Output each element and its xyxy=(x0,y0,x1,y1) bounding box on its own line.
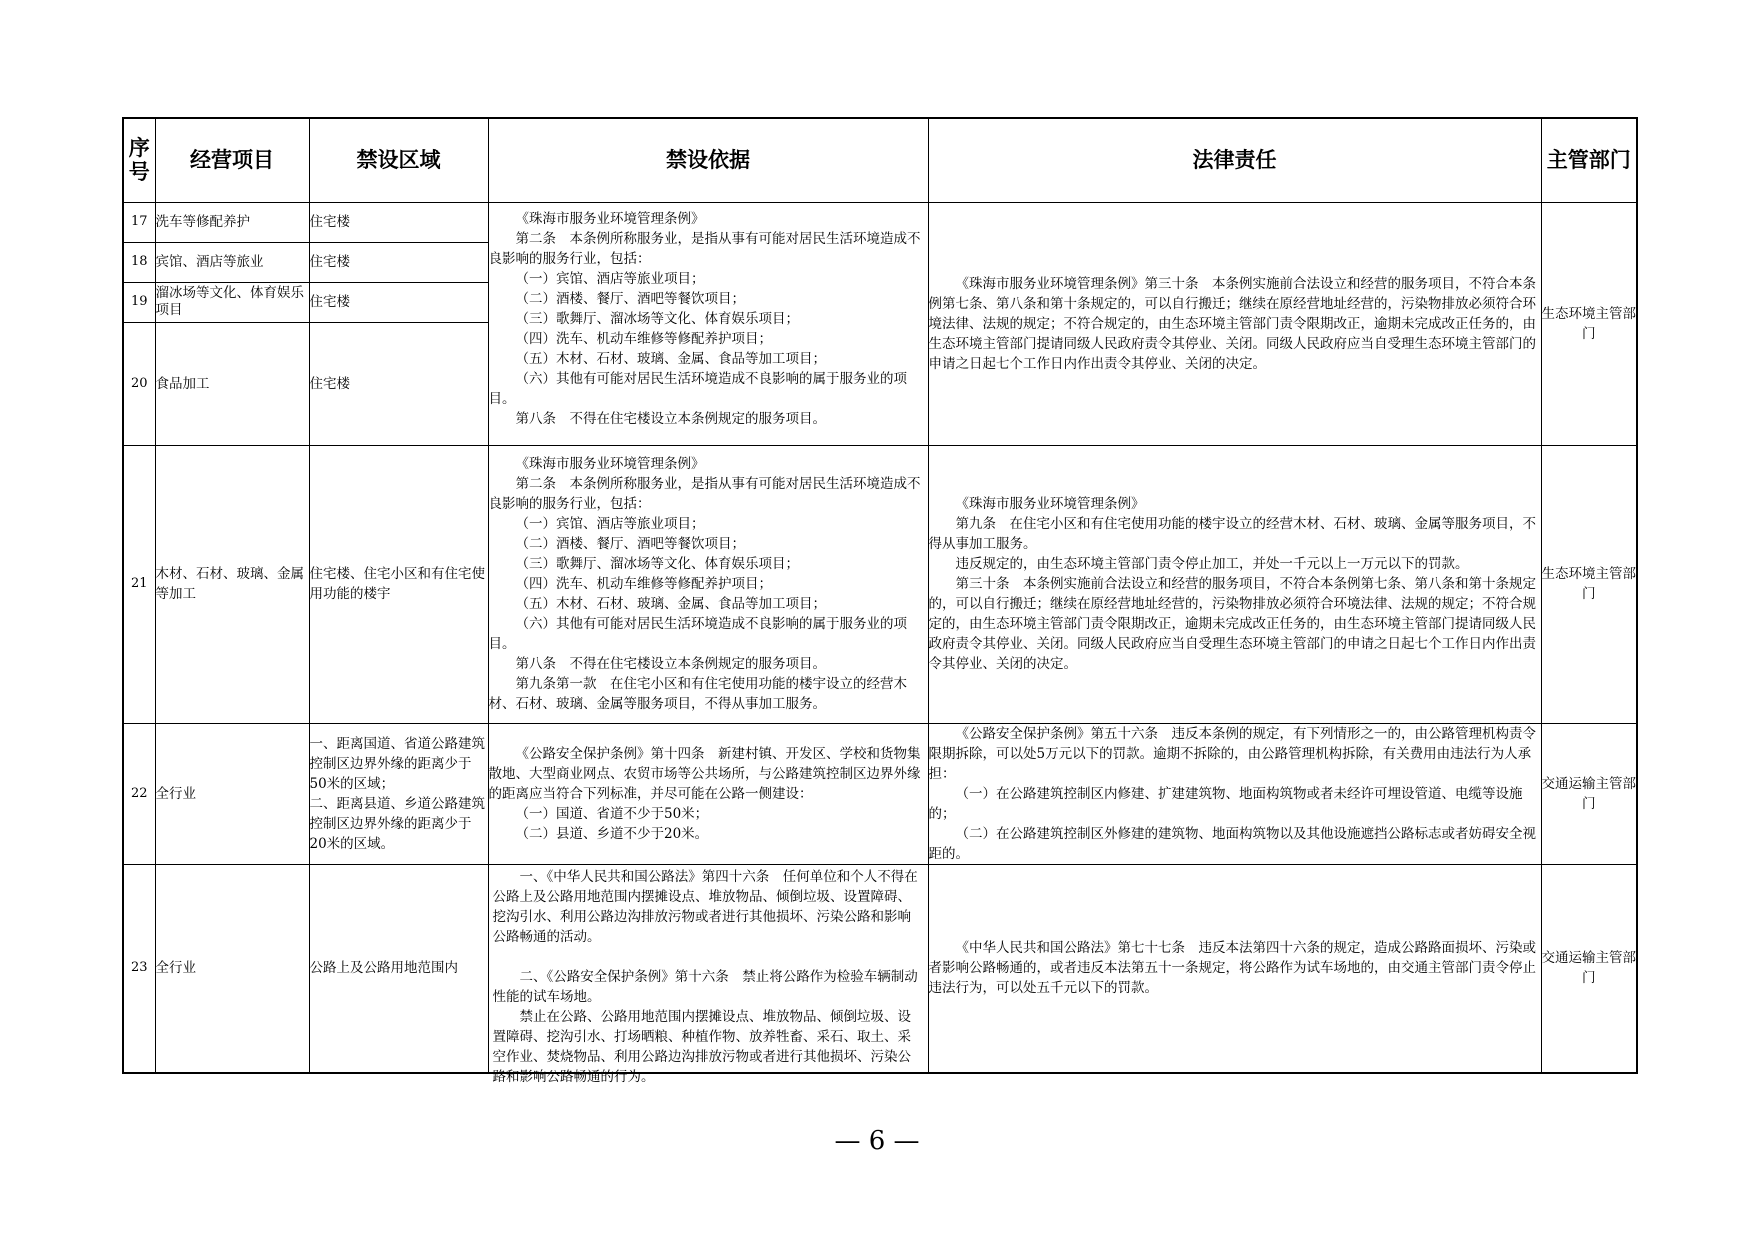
row-number: 20 xyxy=(123,322,155,445)
competent-department: 生态环境主管部门 xyxy=(1541,202,1637,445)
basis-paragraph: （一）国道、省道不少于50米； xyxy=(515,805,709,822)
prohibited-zone: 住宅楼 xyxy=(309,242,488,282)
basis-paragraph: 第八条 不得在住宅楼设立本条例规定的服务项目。 xyxy=(515,656,826,672)
liability-paragraph: 第九条 在住宅小区和有住宅使用功能的楼宇设立的经营木材、石材、玻璃、金属等服务项目，不得从事加工服务。 xyxy=(928,516,1536,552)
liability-paragraph: 《珠海市服务业环境管理条例》 xyxy=(955,496,1145,512)
basis-paragraph: 一、《中华人民共和国公路法》第四十六条 任何单位和个人不得在公路上及公路用地范围内摆摊设点、堆放物品、倾倒垃圾、设置障碍、挖沟引水、利用公路边沟排放污物或者进行其他损坏、污染公路和影响公路畅通的活动。 xyxy=(492,868,918,945)
business-item: 木材、石材、玻璃、金属等加工 xyxy=(155,445,309,723)
competent-department: 交通运输主管部门 xyxy=(1541,864,1637,1073)
basis-paragraph: 《公路安全保护条例》第十四条 新建村镇、开发区、学校和货物集散地、大型商业网点、农贸市场等公共场所，与公路建筑控制区边界外缘的距离应当符合下列标准，并尽可能在公路一侧建设： xyxy=(488,745,921,802)
row-number: 17 xyxy=(123,202,155,242)
prohibited-zone: 住宅楼 xyxy=(309,322,488,445)
row-number: 18 xyxy=(123,242,155,282)
basis-paragraph: 第八条 不得在住宅楼设立本条例规定的服务项目。 xyxy=(515,410,826,427)
header-seq: 序号 xyxy=(123,118,155,202)
prohibited-zone: 住宅楼 xyxy=(309,202,488,242)
header-item: 经营项目 xyxy=(155,118,309,202)
header-basis: 禁设依据 xyxy=(488,118,928,202)
header-zone: 禁设区域 xyxy=(309,118,488,202)
liability-paragraph: 第三十条 本条例实施前合法设立和经营的服务项目，不符合本条例第七条、第八条和第十条规定的，可以自行搬迁；继续在原经营地址经营的，污染物排放必须符合环境法律、法规的规定；不符合规定的，由生态环境主管部门责令限期改正，逾期未完成改正任务的，由生态环境主管部门提请同级人民政府责令其停业、关闭。同级人民政府应当自受理生态环境主管部门的申请之日起七个工作日内作出责令其停业、关闭的决定。 xyxy=(928,576,1536,672)
business-item: 全行业 xyxy=(155,864,309,1073)
prohibition-basis xyxy=(488,864,928,1085)
basis-spacer xyxy=(493,947,924,967)
table-row xyxy=(123,864,1637,1073)
basis-paragraph: 第二条 本条例所称服务业，是指从事有可能对居民生活环境造成不良影响的服务行业，包括： xyxy=(488,230,921,267)
liability-paragraph: 《中华人民共和国公路法》第七十七条 违反本法第四十六条的规定，造成公路路面损坏、污染或者影响公路畅通的，或者违反本法第五十一条规定，将公路作为试车场地的，由交通主管部门责令停止违法行为，可以处五千元以下的罚款。 xyxy=(928,940,1536,996)
table-row xyxy=(123,202,1637,242)
legal-liability xyxy=(928,445,1541,723)
prohibited-zone: 住宅楼、住宅小区和有住宅使用功能的楼宇 xyxy=(309,445,488,723)
basis-paragraph: （四）洗车、机动车维修等修配养护项目； xyxy=(515,330,772,347)
business-item: 宾馆、酒店等旅业 xyxy=(155,242,309,282)
header-liability: 法律责任 xyxy=(928,118,1541,202)
basis-paragraph: （二）酒楼、餐厅、酒吧等餐饮项目； xyxy=(515,536,745,552)
row-number: 22 xyxy=(123,723,155,864)
prohibited-zone: 一、距离国道、省道公路建筑控制区边界外缘的距离少于50米的区域； 二、距离县道、乡道公路建筑控制区边界外缘的距离少于20米的区域。 xyxy=(309,723,488,864)
business-item: 洗车等修配养护 xyxy=(155,202,309,242)
competent-department: 交通运输主管部门 xyxy=(1541,723,1637,864)
business-item: 食品加工 xyxy=(155,322,309,445)
header-row xyxy=(123,118,1637,202)
table-row xyxy=(123,723,1637,864)
liability-paragraph: （一）在公路建筑控制区内修建、扩建建筑物、地面构筑物或者未经许可埋设管道、电缆等设施的； xyxy=(928,785,1523,822)
basis-paragraph: 禁止在公路、公路用地范围内摆摊设点、堆放物品、倾倒垃圾、设置障碍、挖沟引水、打场晒粮、种植作物、放养牲畜、采石、取土、采空作业、焚烧物品、利用公路边沟排放污物或者进行其他损坏、污染公路和影响公路畅通的行为。 xyxy=(492,1008,911,1085)
basis-paragraph: （一）宾馆、酒店等旅业项目； xyxy=(515,270,705,287)
basis-paragraph: （五）木材、石材、玻璃、金属、食品等加工项目； xyxy=(515,596,826,612)
prohibition-basis xyxy=(488,445,928,723)
basis-paragraph: （四）洗车、机动车维修等修配养护项目； xyxy=(515,576,772,592)
prohibited-zone: 公路上及公路用地范围内 xyxy=(309,864,488,1073)
competent-department: 生态环境主管部门 xyxy=(1541,445,1637,723)
page-number: — 6 — xyxy=(834,1126,920,1156)
basis-paragraph: 第二条 本条例所称服务业，是指从事有可能对居民生活环境造成不良影响的服务行业，包括： xyxy=(488,476,921,512)
liability-paragraph: 违反规定的，由生态环境主管部门责令停止加工，并处一千元以上一万元以下的罚款。 xyxy=(955,556,1469,572)
basis-paragraph: 《珠海市服务业环境管理条例》 xyxy=(515,456,705,472)
liability-paragraph: 《珠海市服务业环境管理条例》第三十条 本条例实施前合法设立和经营的服务项目，不符合本条例第七条、第八条和第十条规定的，可以自行搬迁；继续在原经营地址经营的，污染物排放必须符合环境法律、法规的规定；不符合规定的，由生态环境主管部门责令限期改正，逾期未完成改正任务的，由生态环境主管部门提请同级人民政府责令其停业、关闭。同级人民政府应当自受理生态环境主管部门的申请之日起七个工作日内作出责令其停业、关闭的决定。 xyxy=(928,275,1536,372)
basis-paragraph: 二、《公路安全保护条例》第十六条 禁止将公路作为检验车辆制动性能的试车场地。 xyxy=(492,968,918,1005)
regulation-table xyxy=(122,117,1638,1085)
prohibited-zone: 住宅楼 xyxy=(309,282,488,322)
basis-paragraph: （六）其他有可能对居民生活环境造成不良影响的属于服务业的项目。 xyxy=(488,616,907,652)
business-item: 全行业 xyxy=(155,723,309,864)
basis-paragraph: （五）木材、石材、玻璃、金属、食品等加工项目； xyxy=(515,350,826,367)
basis-paragraph: （一）宾馆、酒店等旅业项目； xyxy=(515,516,705,532)
table-row xyxy=(123,445,1637,723)
row-number: 23 xyxy=(123,864,155,1073)
basis-paragraph: （三）歌舞厅、溜冰场等文化、体育娱乐项目； xyxy=(515,556,799,572)
basis-text-clip xyxy=(489,865,928,1085)
legal-liability xyxy=(928,864,1541,1073)
basis-paragraph: （三）歌舞厅、溜冰场等文化、体育娱乐项目； xyxy=(515,310,799,327)
basis-paragraph: （二）酒楼、餐厅、酒吧等餐饮项目； xyxy=(515,290,745,307)
legal-liability xyxy=(928,202,1541,445)
basis-paragraph: （二）县道、乡道不少于20米。 xyxy=(515,825,709,842)
legal-liability xyxy=(928,723,1541,864)
basis-paragraph: 《珠海市服务业环境管理条例》 xyxy=(515,210,705,227)
prohibition-basis xyxy=(488,202,928,445)
basis-paragraph: （六）其他有可能对居民生活环境造成不良影响的属于服务业的项目。 xyxy=(488,370,907,407)
liability-paragraph: （二）在公路建筑控制区外修建的建筑物、地面构筑物以及其他设施遮挡公路标志或者妨碍安全视距的。 xyxy=(928,825,1536,862)
liability-paragraph: 《公路安全保护条例》第五十六条 违反本条例的规定，有下列情形之一的，由公路管理机构责令限期拆除，可以处5万元以下的罚款。逾期不拆除的，由公路管理机构拆除，有关费用由违法行为人承担： xyxy=(928,725,1536,782)
header-dept: 主管部门 xyxy=(1541,118,1637,202)
business-item: 溜冰场等文化、体育娱乐项目 xyxy=(155,282,309,322)
prohibition-basis xyxy=(488,723,928,864)
row-number: 19 xyxy=(123,282,155,322)
row-number: 21 xyxy=(123,445,155,723)
basis-paragraph: 第九条第一款 在住宅小区和有住宅使用功能的楼宇设立的经营木材、石材、玻璃、金属等服务项目，不得从事加工服务。 xyxy=(488,676,907,712)
